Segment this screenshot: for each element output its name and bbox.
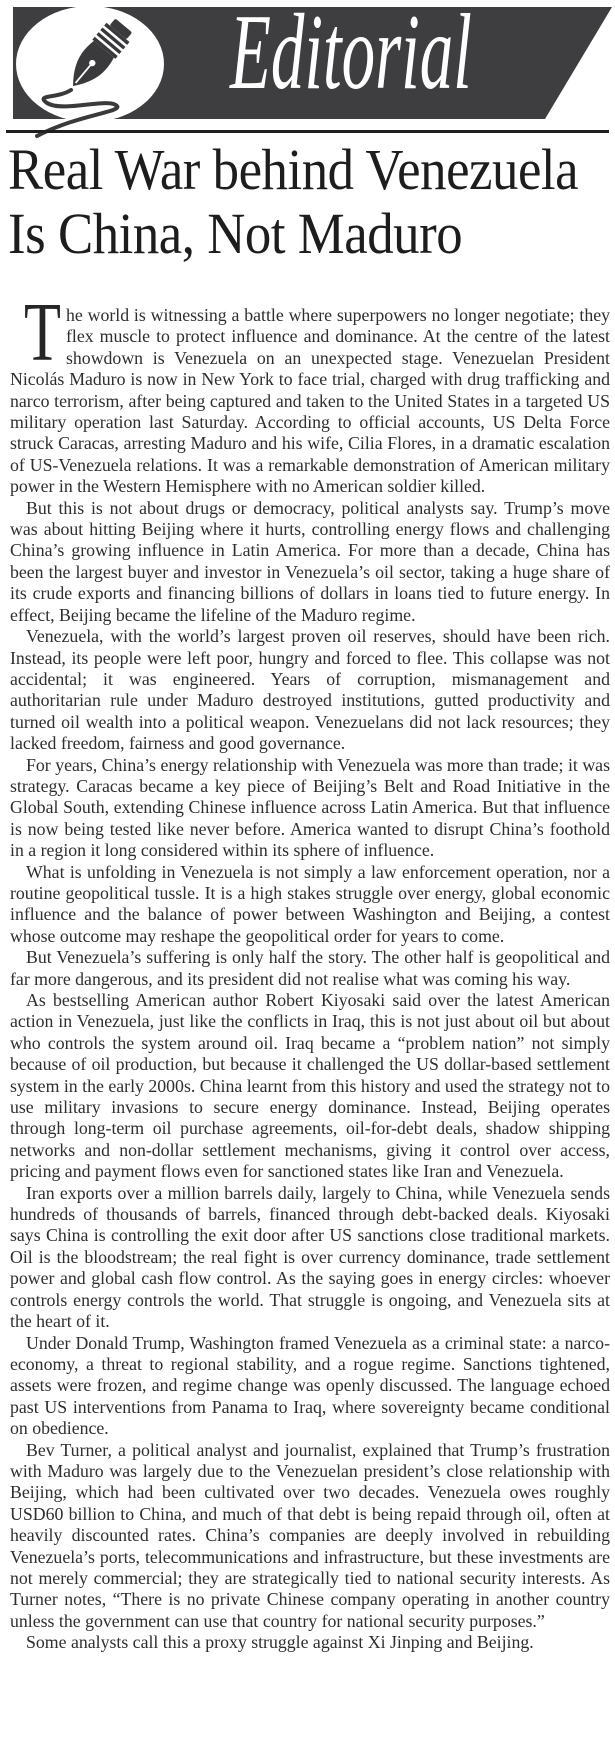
- headline-line-1: Real War behind Venezuela: [8, 137, 579, 202]
- paragraph: Some analysts call this a proxy struggle against Xi Jinping and Beijing.: [26, 1632, 534, 1653]
- paragraph: Venezuela, with the world’s largest proven oil reserves, should have been rich. Instead, its people were left poor, hungry and forced to flee. This collapse was not accidental; it was engineered. Years of corruption, mismanagement and authoritarian rule under Maduro destroyed institutions, gutted productivity and turned oil wealth into a political weapon. Venezuelans did not lack resources; they lacked freedom, fairness and good governance.: [10, 626, 610, 754]
- paragraph: [10, 286, 610, 498]
- fountain-pen-icon: [5, 0, 175, 140]
- paragraph: Iran exports over a million barrels daily, largely to China, while Venezuela sends hundreds of thousands of barrels, financed through debt-backed deals. Kiyosaki says China is controlling the exit door after US sanctions close traditional markets. Oil is the bloodstream; the real fight is over currency dominance, trade settlement power and global cash flow control. As the saying goes in energy circles: whoever controls energy controls the world. That struggle is ongoing, and Venezuela sits at the heart of it.: [10, 1182, 610, 1332]
- paragraph: For years, China’s energy relationship with Venezuela was more than trade; it was strategy. Caracas became a key piece of Beijing’s Belt and Road Initiative in the Global South, extending Chinese influence across Latin America. But that influence is now being tested like never before. America wanted to disrupt China’s foothold in a region it long considered within its sphere of influence.: [10, 754, 610, 861]
- paragraph: What is unfolding in Venezuela is not simply a law enforcement operation, nor a routine geopolitical tussle. It is a high stakes struggle over energy, global economic influence and the balance of power between Washington and Beijing, a contest whose outcome may reshape the geopolitical order for years to come.: [10, 861, 610, 946]
- article-body: [10, 286, 610, 1654]
- paragraph: But Venezuela’s suffering is only half the story. The other half is geopolitical and far more dangerous, and its president did not realise what was coming his way.: [10, 947, 610, 989]
- paragraph: Under Donald Trump, Washington framed Venezuela as a criminal state: a narco-economy, a threat to regional stability, and a rogue regime. Sanctions tightened, assets were frozen, and regime change was openly discussed. The language echoed past US interventions from Panama to Iraq, where sovereignty became conditional on obedience.: [10, 1332, 610, 1439]
- section-title: Editorial: [230, 0, 472, 112]
- paragraph: Bev Turner, a political analyst and journalist, explained that Trump’s frustration with Maduro was largely due to the Venezuelan president’s close relationship with Beijing, which had been cultivated over two decades. Venezuela owes roughly USD60 billion to China, and much of that debt is being repaid through oil, often at heavily discounted rates. China’s companies are deeply involved in rebuilding Venezuela’s ports, telecommunications and infrastructure, but these investments are not merely commercial; they are strategically tied to national security interests. As Turner notes, “There is no private Chinese company operating in another country unless the government can use that country for national security purposes.”: [10, 1439, 610, 1631]
- headline: [8, 138, 578, 266]
- paragraph-text: he world is witnessing a battle where superpowers no longer negotiate; they flex muscle to protect influence and dominance. At the centre of the latest showdown is Venezuela on an unexpected stage. Venezuelan President Nicolás Maduro is now in New York to face trial, charged with drug trafficking and narco terrorism, after being captured and taken to the United States in a targeted US military operation last Saturday. According to official accounts, US Delta Force struck Caracas, arresting Maduro and his wife, Cilia Flores, in a dramatic escalation of US-Venezuela relations. It was a remarkable demonstration of American military power in the Western Hemisphere with no American soldier killed.: [10, 305, 610, 497]
- paragraph: As bestselling American author Robert Kiyosaki said over the latest American action in Venezuela, just like the conflicts in Iraq, this is not just about oil but about who controls the system around oil. Iraq became a “problem nation” not simply because of oil production, but because it challenged the US dollar-based settlement system in the early 2000s. China learnt from this history and used the strategy not to use military invasions to secure energy dominance. Instead, Beijing operates through long-term oil purchase agreements, oil-for-debt deals, shadow shipping networks and non-dollar settlement mechanisms, giving it control over access, pricing and payment flows even for sanctioned states like Iran and Venezuela.: [10, 990, 610, 1182]
- headline-line-2: Is China, Not Maduro: [8, 201, 463, 266]
- drop-cap: T: [24, 286, 61, 379]
- divider-rule: [6, 130, 609, 133]
- paragraph: But this is not about drugs or democracy, political analysts say. Trump’s move was about hitting Beijing where it hurts, controlling energy flows and challenging China’s growing influence in Latin America. For more than a decade, China has been the largest buyer and investor in Venezuela’s oil sector, taking a huge share of its crude exports and financing billions of dollars in loans tied to future energy. In effect, Beijing became the lifeline of the Maduro regime.: [10, 497, 610, 625]
